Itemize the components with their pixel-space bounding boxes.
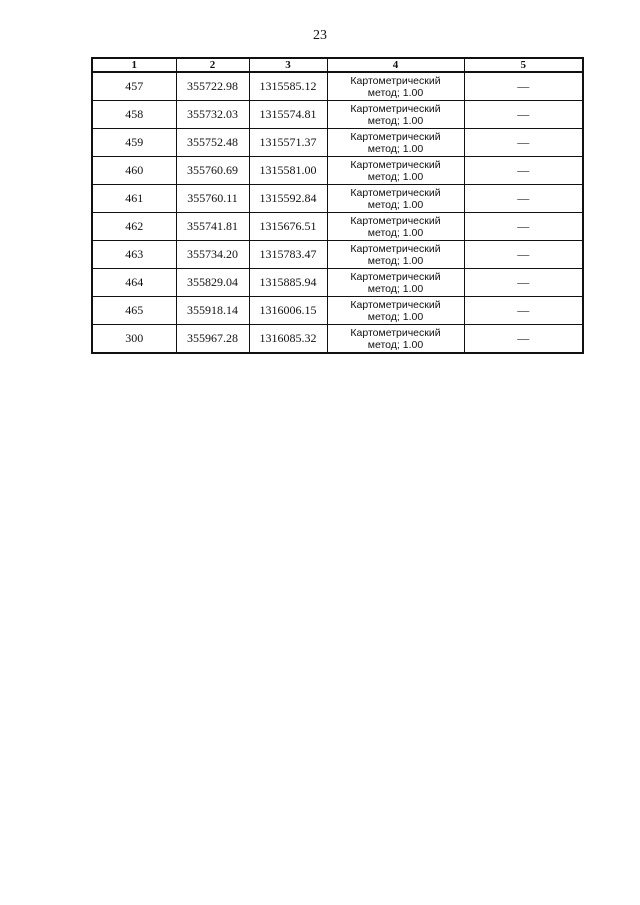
method-cell	[327, 129, 464, 157]
table-row	[92, 241, 583, 269]
point-number-cell: 463	[92, 241, 176, 269]
x-coordinate-cell: 355732.03	[176, 101, 249, 129]
method-accuracy: метод; 1.00	[367, 142, 424, 155]
x-coordinate-cell: 355760.69	[176, 157, 249, 185]
header-row	[92, 58, 583, 72]
column-header-1: 1	[92, 58, 176, 72]
table-body	[92, 72, 583, 353]
method-cell	[327, 213, 464, 241]
method-name: Картометрический	[350, 102, 441, 115]
description-cell: —	[464, 72, 583, 101]
method-accuracy: метод; 1.00	[367, 226, 424, 239]
description-cell: —	[464, 129, 583, 157]
y-coordinate-cell: 1315585.12	[249, 72, 327, 101]
y-coordinate-cell: 1315783.47	[249, 241, 327, 269]
method-cell	[327, 185, 464, 213]
x-coordinate-cell: 355967.28	[176, 325, 249, 354]
page-number: 23	[313, 28, 327, 43]
method-cell	[327, 241, 464, 269]
method-accuracy: метод; 1.00	[367, 254, 424, 267]
y-coordinate-cell: 1316085.32	[249, 325, 327, 354]
x-coordinate-cell: 355918.14	[176, 297, 249, 325]
table-row	[92, 101, 583, 129]
column-header-2: 2	[176, 58, 249, 72]
method-accuracy: метод; 1.00	[367, 170, 424, 183]
method-cell	[327, 157, 464, 185]
method-accuracy: метод; 1.00	[367, 198, 424, 211]
method-name: Картометрический	[350, 158, 441, 171]
y-coordinate-cell: 1316006.15	[249, 297, 327, 325]
y-coordinate-cell: 1315885.94	[249, 269, 327, 297]
method-name: Картометрический	[350, 326, 441, 339]
x-coordinate-cell: 355760.11	[176, 185, 249, 213]
method-name: Картометрический	[350, 270, 441, 283]
point-number-cell: 462	[92, 213, 176, 241]
y-coordinate-cell: 1315571.37	[249, 129, 327, 157]
y-coordinate-cell: 1315581.00	[249, 157, 327, 185]
method-cell	[327, 325, 464, 354]
method-name: Картометрический	[350, 242, 441, 255]
point-number-cell: 465	[92, 297, 176, 325]
x-coordinate-cell: 355829.04	[176, 269, 249, 297]
point-number-cell: 460	[92, 157, 176, 185]
method-accuracy: метод; 1.00	[367, 310, 424, 323]
description-cell: —	[464, 213, 583, 241]
method-accuracy: метод; 1.00	[367, 338, 424, 351]
table-row	[92, 157, 583, 185]
table-row	[92, 213, 583, 241]
method-accuracy: метод; 1.00	[367, 114, 424, 127]
method-name: Картометрический	[350, 186, 441, 199]
column-header-3: 3	[249, 58, 327, 72]
y-coordinate-cell: 1315592.84	[249, 185, 327, 213]
method-accuracy: метод; 1.00	[367, 86, 424, 99]
method-name: Картометрический	[350, 130, 441, 143]
x-coordinate-cell: 355722.98	[176, 72, 249, 101]
description-cell: —	[464, 241, 583, 269]
point-number-cell: 461	[92, 185, 176, 213]
table-header	[92, 58, 583, 72]
column-header-5: 5	[464, 58, 583, 72]
column-header-4: 4	[327, 58, 464, 72]
table-row	[92, 269, 583, 297]
point-number-cell: 457	[92, 72, 176, 101]
y-coordinate-cell: 1315574.81	[249, 101, 327, 129]
method-name: Картометрический	[350, 74, 441, 87]
x-coordinate-cell: 355741.81	[176, 213, 249, 241]
point-number-cell: 464	[92, 269, 176, 297]
method-name: Картометрический	[350, 298, 441, 311]
description-cell: —	[464, 269, 583, 297]
point-number-cell: 458	[92, 101, 176, 129]
description-cell: —	[464, 101, 583, 129]
table-row	[92, 325, 583, 354]
method-cell	[327, 101, 464, 129]
table-row	[92, 72, 583, 101]
description-cell: —	[464, 157, 583, 185]
x-coordinate-cell: 355752.48	[176, 129, 249, 157]
coordinates-table	[91, 57, 584, 354]
table-row	[92, 129, 583, 157]
description-cell: —	[464, 297, 583, 325]
description-cell: —	[464, 185, 583, 213]
table-row	[92, 297, 583, 325]
method-cell	[327, 269, 464, 297]
method-accuracy: метод; 1.00	[367, 282, 424, 295]
x-coordinate-cell: 355734.20	[176, 241, 249, 269]
description-cell: —	[464, 325, 583, 354]
y-coordinate-cell: 1315676.51	[249, 213, 327, 241]
method-cell	[327, 297, 464, 325]
method-cell	[327, 72, 464, 101]
table-row	[92, 185, 583, 213]
point-number-cell: 459	[92, 129, 176, 157]
point-number-cell: 300	[92, 325, 176, 354]
method-name: Картометрический	[350, 214, 441, 227]
